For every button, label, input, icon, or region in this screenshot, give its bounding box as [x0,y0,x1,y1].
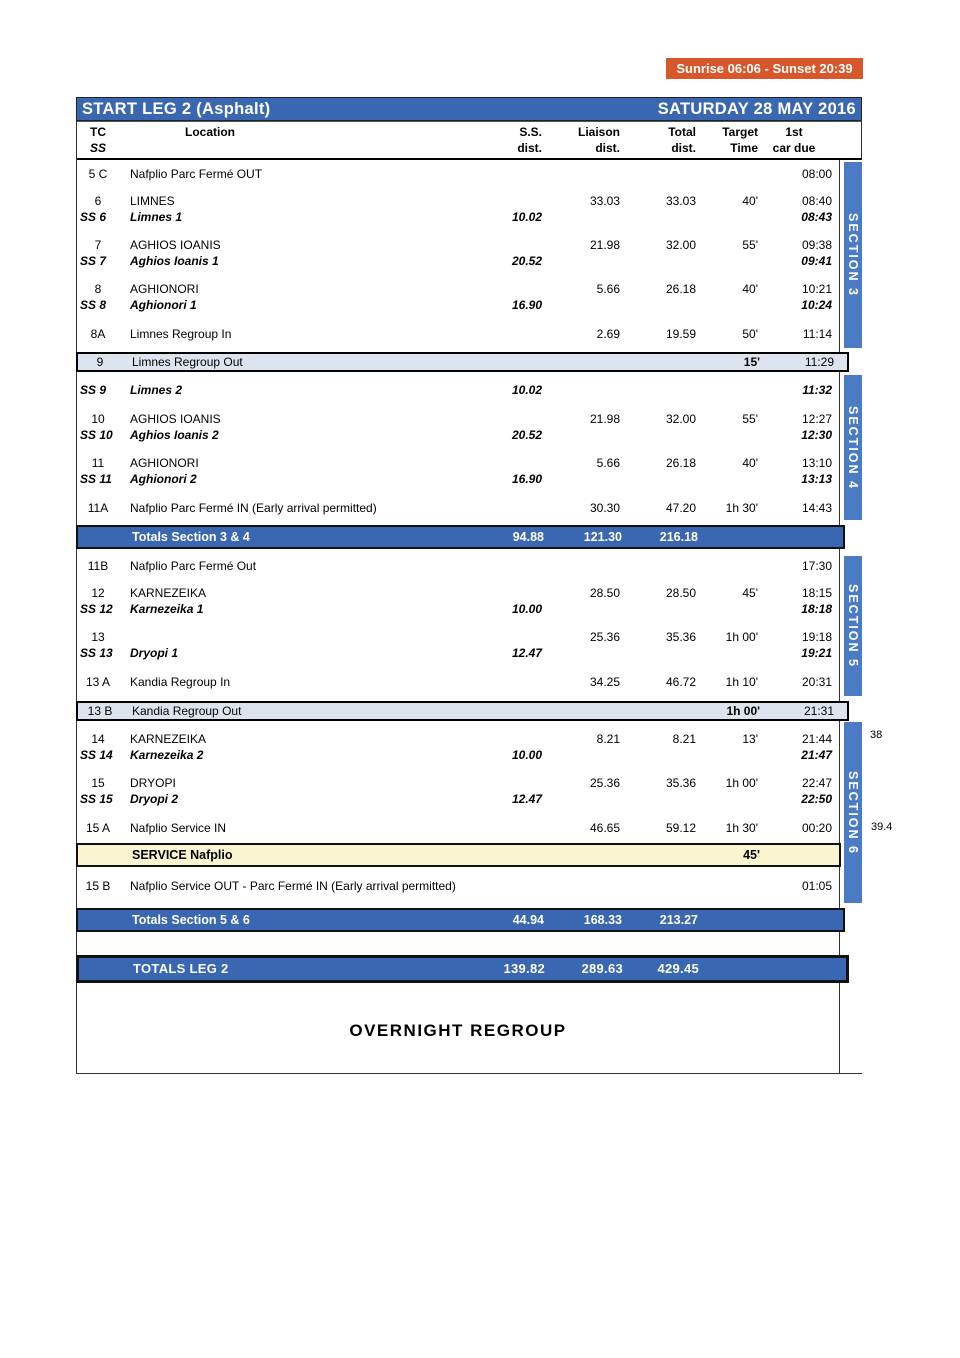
col-header-tc-line2: SS [89,141,106,155]
row-line [76,209,840,225]
row-line [76,455,840,471]
cell-tc: 11B [87,559,109,573]
row-line [76,427,840,443]
cell-due: 13:10 [801,456,832,470]
cell-liaison: 25.36 [589,630,620,644]
row-line [76,731,840,747]
cell-loc: AGHIONORI [130,282,199,296]
cell-loc: DRYOPI [130,776,176,790]
col-header-ss-dist [460,124,542,156]
row-line [76,747,840,763]
row-line [76,471,840,487]
cell-tc: 12 [91,586,105,600]
cell-ss: 12.47 [511,646,542,660]
cell-due: 14:43 [801,501,832,515]
cell-total: 33.03 [665,194,696,208]
cell-tc: 10 [91,412,105,426]
cell-tc: 15 B [85,879,111,893]
col-header-first-car-due [752,124,836,156]
cell-ss: 10.02 [511,383,542,397]
cell-target: 13' [742,732,758,746]
itinerary-row-8 [76,281,840,313]
col-header-liaison-line1: Liaison [577,125,620,139]
itinerary-row-13A [76,673,840,691]
itinerary-row-15A [76,819,840,837]
cell-due: 10:21 [801,282,832,296]
cell-loc: Karnezeika 2 [130,748,204,762]
cell-loc: Kandia Regroup In [130,675,231,689]
leg-date: SATURDAY 28 MAY 2016 [657,99,856,118]
cell-loc: Nafplio Service IN [130,821,227,835]
cell-ss: 10.00 [511,748,542,762]
cell-ss: 10.00 [511,602,542,616]
cell-liaison: 5.66 [596,456,620,470]
itinerary-row-T56 [76,908,845,932]
cell-ss: 16.90 [511,472,542,486]
col-header-ss-line2: dist. [517,141,542,155]
cell-loc: TOTALS LEG 2 [133,961,229,976]
cell-loc: Aghios Ioanis 1 [130,254,219,268]
cell-loc: AGHIONORI [130,456,199,470]
col-header-target-line1: Target [722,125,758,139]
cell-liaison: 21.98 [589,238,620,252]
cell-loc: SERVICE Nafplio [132,848,233,862]
cell-target: 55' [742,238,758,252]
cell-due: 18:18 [801,602,832,616]
cell-due: 09:41 [801,254,832,268]
cell-ss: 16.90 [511,298,542,312]
cell-loc: AGHIOS IOANIS [130,412,221,426]
col-header-location: Location [185,125,235,139]
cell-tc: 5 C [88,167,108,181]
cell-tc: SS 12 [80,602,113,616]
cell-total: 35.36 [665,630,696,644]
cell-total: 32.00 [665,412,696,426]
cell-due: 11:14 [802,327,832,341]
cell-liaison: 168.33 [583,913,622,927]
cell-total: 26.18 [665,282,696,296]
section-bar-6: SECTION 6 [844,722,862,903]
cell-due: 09:38 [801,238,832,252]
column-header-row [76,121,862,160]
cell-due: 08:40 [801,194,832,208]
row-line [78,529,843,545]
cell-liaison: 8.21 [596,732,620,746]
cell-ss: 44.94 [512,913,544,927]
cell-loc: Limnes Regroup In [130,327,232,341]
cell-loc: Kandia Regroup Out [132,704,242,718]
cell-liaison: 46.65 [589,821,620,835]
cell-due: 21:31 [803,704,834,718]
row-line [78,912,843,928]
cell-loc: KARNEZEIKA [130,732,207,746]
cell-liaison: 28.50 [589,586,620,600]
cell-tc: 6 [94,194,102,208]
section-bar-5: SECTION 5 [844,556,862,696]
row-line [76,237,840,253]
cell-loc: Limnes 1 [130,210,183,224]
cell-liaison: 121.30 [583,530,622,544]
cell-liaison: 30.30 [589,501,620,515]
itinerary-row-15B [76,877,840,895]
row-line [78,847,839,863]
cell-target: 1h 00' [725,630,758,644]
cell-due: 19:18 [801,630,832,644]
cell-tc: SS 10 [80,428,113,442]
cell-loc: Aghionori 1 [130,298,197,312]
itinerary-row-12 [76,585,840,617]
cell-due: 20:31 [801,675,832,689]
col-header-target-line2: Time [730,141,758,155]
cell-target: 50' [742,327,758,341]
section-bar-3: SECTION 3 [844,162,862,348]
cell-liaison: 289.63 [581,961,623,976]
col-header-tc [78,124,118,156]
itinerary-row-T34 [76,525,845,549]
cell-loc: Dryopi 1 [130,646,179,660]
cell-tc: 13 [91,630,105,644]
cell-ss: 139.82 [503,961,545,976]
row-line [76,281,840,297]
cell-liaison: 2.69 [596,327,620,341]
table-bottom-border [76,1073,862,1074]
side-note: 38 [870,729,883,741]
col-header-tc-line1: TC [90,125,106,139]
section-bar-4: SECTION 4 [844,375,862,520]
cell-tc: 11 [91,456,105,470]
cell-loc: Nafplio Service OUT - Parc Fermé IN (Early arrival permitted) [130,879,456,893]
row-line [76,411,840,427]
col-header-liaison-dist [544,124,620,156]
cell-target: 55' [742,412,758,426]
cell-tc: SS 15 [80,792,113,806]
col-header-total-line1: Total [668,125,696,139]
leg-title-bar [76,97,862,121]
col-header-total-dist [622,124,696,156]
cell-ss: 20.52 [511,428,542,442]
cell-due: 10:24 [801,298,832,312]
col-header-due-line2: car due [772,141,816,155]
col-header-total-line2: dist. [671,141,696,155]
cell-liaison: 25.36 [589,776,620,790]
cell-loc: Aghionori 2 [130,472,197,486]
cell-tc: 13 B [87,704,113,718]
cell-tc: 14 [91,732,105,746]
itinerary-row-11 [76,455,840,487]
cell-target: 1h 30' [725,821,758,835]
row-line [76,500,840,516]
row-line [76,382,840,398]
cell-target: 1h 00' [725,776,758,790]
cell-due: 11:32 [802,383,832,397]
cell-total: 59.12 [665,821,696,835]
row-line [76,601,840,617]
cell-tc: SS 8 [80,298,107,312]
cell-tc: 13 A [85,675,111,689]
itinerary-row-13 [76,629,840,661]
cell-loc: KARNEZEIKA [130,586,207,600]
cell-loc: Nafplio Parc Fermé Out [130,559,257,573]
itinerary-row-SVC [76,843,841,867]
itinerary-row-10 [76,411,840,443]
itinerary-row-8A [76,325,840,343]
cell-due: 19:21 [801,646,832,660]
row-line [76,585,840,601]
cell-total: 28.50 [665,586,696,600]
cell-total: 213.27 [659,913,698,927]
cell-tc: SS 13 [80,646,113,660]
cell-loc: Nafplio Parc Fermé OUT [130,167,263,181]
cell-due: 17:30 [801,559,832,573]
cell-total: 19.59 [665,327,696,341]
cell-total: 8.21 [672,732,696,746]
cell-total: 216.18 [659,530,698,544]
cell-due: 21:47 [801,748,832,762]
cell-due: 01:05 [801,879,832,893]
cell-liaison: 33.03 [589,194,620,208]
cell-target: 40' [742,282,758,296]
cell-liaison: 34.25 [589,675,620,689]
cell-ss: 94.88 [512,530,544,544]
itinerary-row-TL2 [76,955,849,983]
cell-tc: SS 6 [80,210,107,224]
cell-due: 21:44 [801,732,832,746]
row-line [76,775,840,791]
cell-ss: 10.02 [511,210,542,224]
cell-loc: Dryopi 2 [130,792,179,806]
cell-loc: LIMNES [130,194,175,208]
cell-loc: Limnes 2 [130,383,183,397]
itinerary-row-11B [76,557,840,575]
row-line [76,645,840,661]
row-line [78,354,847,370]
cell-tc: 8 [94,282,102,296]
cell-total: 32.00 [665,238,696,252]
cell-due: 18:15 [801,586,832,600]
cell-tc: SS 14 [80,748,113,762]
cell-target: 1h 30' [725,501,758,515]
cell-loc: Limnes Regroup Out [132,355,243,369]
itinerary-row-15 [76,775,840,807]
cell-liaison: 5.66 [596,282,620,296]
cell-target: 40' [742,456,758,470]
col-header-target-time [700,124,758,156]
sunrise-sunset-banner: Sunrise 06:06 - Sunset 20:39 [666,58,863,79]
cell-tc: 8A [90,327,106,341]
row-line [76,878,840,894]
cell-tc: 11A [87,501,109,515]
cell-liaison: 21.98 [589,412,620,426]
row-line [76,297,840,313]
cell-due: 08:00 [801,167,832,181]
cell-total: 46.72 [665,675,696,689]
cell-due: 22:50 [801,792,832,806]
cell-tc: 15 [91,776,105,790]
cell-total: 35.36 [665,776,696,790]
col-header-liaison-line2: dist. [595,141,620,155]
cell-tc: SS 11 [80,472,112,486]
cell-due: 11:29 [804,355,834,369]
row-line [76,629,840,645]
col-header-due-line1: 1st [785,125,803,139]
row-line [76,674,840,690]
row-line [76,558,840,574]
cell-target: 1h 10' [725,675,758,689]
cell-due: 08:43 [801,210,832,224]
cell-target: 1h 00' [726,704,760,718]
side-note: 39.4 [871,821,893,833]
itinerary-row-7 [76,237,840,269]
cell-total: 26.18 [665,456,696,470]
cell-target: 45' [742,586,758,600]
cell-due: 12:30 [801,428,832,442]
itinerary-row-11A [76,499,840,517]
cell-due: 13:13 [801,472,832,486]
cell-tc: 9 [96,355,104,369]
itinerary-row-SS9 [76,382,840,398]
overnight-regroup-label: OVERNIGHT REGROUP [349,1021,567,1040]
cell-due: 12:27 [801,412,832,426]
cell-loc: Karnezeika 1 [130,602,204,616]
cell-loc: AGHIOS IOANIS [130,238,221,252]
cell-tc: SS 7 [80,254,107,268]
row-line [76,791,840,807]
cell-target: 15' [743,355,760,369]
itinerary-row-14 [76,731,840,763]
cell-target: 40' [742,194,758,208]
cell-total: 429.45 [657,961,699,976]
row-line [79,961,846,977]
cell-ss: 12.47 [511,792,542,806]
leg-title: START LEG 2 (Asphalt) [82,99,271,118]
cell-loc: Totals Section 3 & 4 [132,530,250,544]
row-line [76,193,840,209]
itinerary-row-13B [76,701,849,721]
row-line [78,703,847,719]
cell-loc: Nafplio Parc Fermé IN (Early arrival permitted) [130,501,377,515]
cell-target: 45' [743,848,760,862]
cell-total: 47.20 [665,501,696,515]
itinerary-row-9 [76,352,849,372]
cell-due: 00:20 [801,821,832,835]
cell-loc: Aghios Ioanis 2 [130,428,219,442]
itinerary-row-5C [76,165,840,183]
row-line [76,326,840,342]
col-header-ss-line1: S.S. [519,125,542,139]
cell-due: 22:47 [801,776,832,790]
row-line [76,253,840,269]
row-line [76,820,840,836]
cell-tc: 15 A [85,821,111,835]
itinerary-row-6 [76,193,840,225]
cell-tc: 7 [94,238,102,252]
cell-loc: Totals Section 5 & 6 [132,913,250,927]
cell-ss: 20.52 [511,254,542,268]
cell-tc: SS 9 [80,383,107,397]
row-line [76,166,840,182]
